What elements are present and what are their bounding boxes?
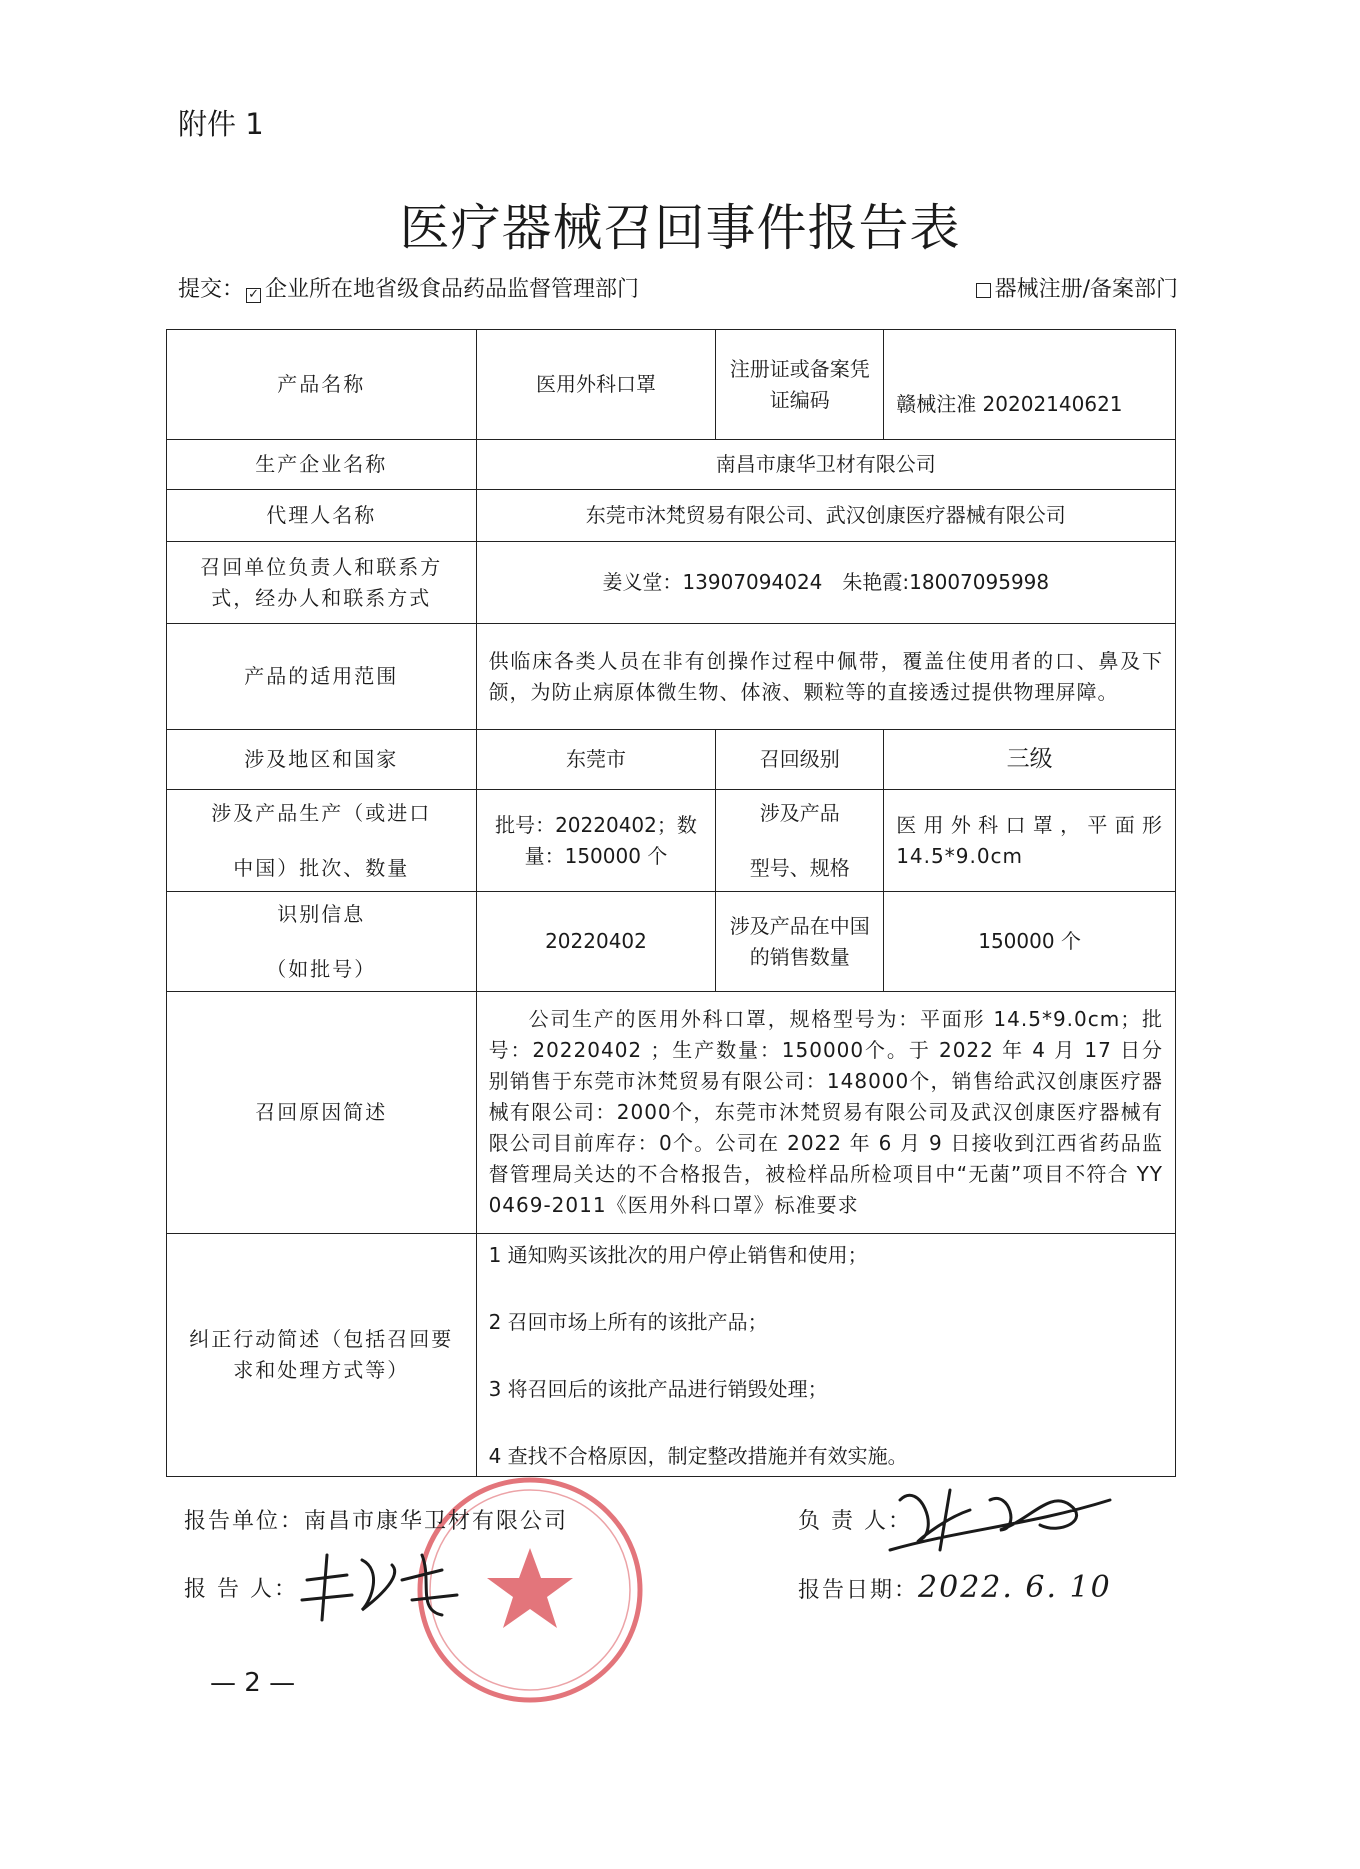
ident: 20220402: [476, 892, 716, 992]
product-name: 医用外科口罩: [476, 330, 716, 440]
checked-box-icon: ✓: [246, 288, 261, 303]
submit-option-checked-label: 企业所在地省级食品药品监督管理部门: [265, 277, 640, 302]
ident-label-line2: （如批号）: [266, 956, 377, 981]
report-date: [798, 1570, 1112, 1605]
row-reason: [167, 992, 1176, 1234]
batch-label-line2: 中国）批次、数量: [233, 855, 410, 880]
level-label: 召回级别: [716, 730, 884, 790]
action-list: [476, 1234, 1175, 1477]
scope: 供临床各类人员在非有创操作过程中佩带，覆盖住使用者的口、鼻及下颌，为防止病原体微生物、体液、颗粒等的直接透过提供物理屏障。: [476, 624, 1175, 730]
responsible-signature: [880, 1470, 1130, 1560]
model: 医用外科口罩，平面形 14.5*9.0cm: [884, 790, 1176, 892]
unchecked-box-icon: [976, 283, 991, 298]
contact: 姜义堂：13907094024 朱艳霞:18007095998: [476, 542, 1175, 624]
submit-row: [178, 272, 1178, 306]
responsible-label: 负 责 人：: [798, 1509, 912, 1534]
action-label: 纠正行动简述（包括召回要求和处理方式等）: [167, 1234, 477, 1477]
action-item-4: 4 查找不合格原因，制定整改措施并有效实施。: [488, 1444, 908, 1468]
ident-label-line1: 识别信息: [277, 901, 366, 926]
action-item-1: 1 通知购买该批次的用户停止销售和使用；: [488, 1243, 868, 1267]
row-region: [167, 730, 1176, 790]
report-unit: [184, 1504, 568, 1535]
product-name-label: 产品名称: [167, 330, 477, 440]
report-unit-value: 南昌市康华卫材有限公司: [304, 1509, 569, 1534]
row-ident: [167, 892, 1176, 992]
agent: 东莞市沐梵贸易有限公司、武汉创康医疗器械有限公司: [476, 490, 1175, 542]
reporter-signature: [292, 1540, 472, 1630]
batch-label: [167, 790, 477, 892]
report-date-value: 2022. 6. 10: [918, 1570, 1112, 1605]
sales-label: 涉及产品在中国的销售数量: [716, 892, 884, 992]
report-date-label: 报告日期：: [798, 1578, 919, 1603]
reason-label: 召回原因简述: [167, 992, 477, 1234]
reporter: [184, 1572, 298, 1603]
row-manufacturer: [167, 440, 1176, 490]
row-scope: [167, 624, 1176, 730]
row-product: [167, 330, 1176, 440]
page-title: 医疗器械召回事件报告表: [399, 199, 961, 257]
ident-label: [167, 892, 477, 992]
model-label-line1: 涉及产品: [759, 800, 840, 825]
reporter-label: 报 告 人：: [184, 1577, 298, 1602]
submit-prefix: 提交：: [178, 277, 245, 302]
row-contact: [167, 542, 1176, 624]
scope-label: 产品的适用范围: [167, 624, 477, 730]
row-agent: [167, 490, 1176, 542]
row-batch: [167, 790, 1176, 892]
contact-label: 召回单位负责人和联系方式，经办人和联系方式: [167, 542, 477, 624]
action-item-3: 3 将召回后的该批产品进行销毁处理；: [488, 1377, 828, 1401]
level: 三级: [884, 730, 1176, 790]
sales: 150000 个: [884, 892, 1176, 992]
action-item-2: 2 召回市场上所有的该批产品；: [488, 1310, 768, 1334]
submit-option-checked: [178, 272, 639, 303]
attachment-label: 附件 1: [178, 107, 264, 141]
batch-label-line1: 涉及产品生产（或进口: [211, 800, 432, 825]
region-label: 涉及地区和国家: [167, 730, 477, 790]
model-label: [716, 790, 884, 892]
reg-no: 赣械注准 20202140621: [884, 330, 1176, 440]
batch: 批号：20220402；数量：150000 个: [476, 790, 716, 892]
submit-option-unchecked-label: 器械注册/备案部门: [994, 277, 1178, 302]
manufacturer-label: 生产企业名称: [167, 440, 477, 490]
recall-report-table: [166, 329, 1176, 1477]
reason: 公司生产的医用外科口罩，规格型号为：平面形 14.5*9.0cm；批号：20220402 ；生产数量：150000个。于 2022 年 4 月 17 日分别销售于东莞市沐梵贸易有限公司：148000个，销售给武汉创康医疗器械有限公司：2000个，东莞市沐梵贸易有限公司及武汉创康医疗器械有限公司目前库存：0个。公司在 2022 年 6 月 9 日接收到江西省药品监督管理局关达的不合格报告，被检样品所检项目中“无菌”项目不符合 YY 0469-2011《医用外科口罩》标准要求: [476, 992, 1175, 1234]
region: 东莞市: [476, 730, 716, 790]
reg-no-label: 注册证或备案凭证编码: [716, 330, 884, 440]
agent-label: 代理人名称: [167, 490, 477, 542]
row-action: [167, 1234, 1176, 1477]
submit-option-unchecked: [974, 272, 1178, 303]
page-number: — 2 —: [210, 1668, 296, 1698]
report-unit-label: 报告单位：: [184, 1509, 305, 1534]
model-label-line2: 型号、规格: [749, 855, 850, 880]
manufacturer: 南昌市康华卫材有限公司: [476, 440, 1175, 490]
